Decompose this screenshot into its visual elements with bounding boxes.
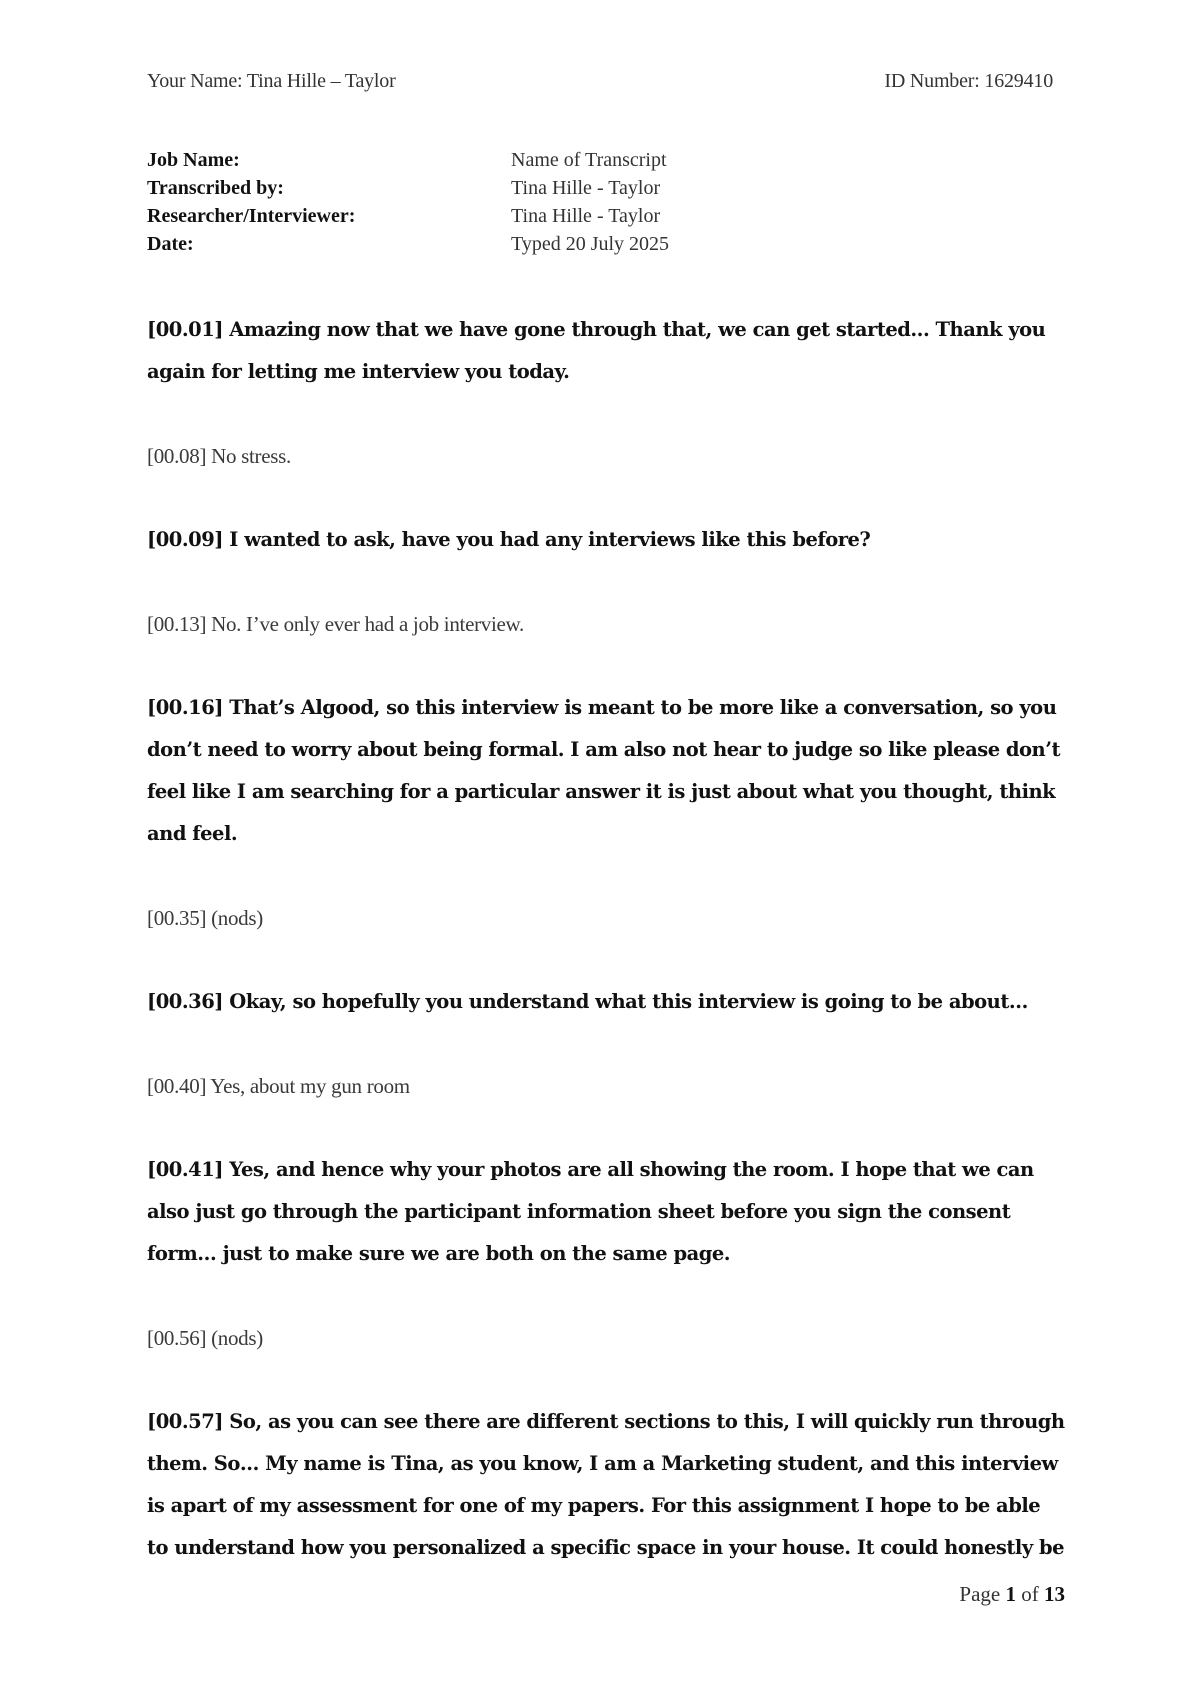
student-name: Your Name: Tina Hille – Taylor [147, 70, 396, 92]
meta-row-job-name [147, 146, 1047, 174]
participant-line: [00.13] No. I’ve only ever had a job interview. [147, 612, 524, 636]
meta-label: Transcribed by: [147, 177, 284, 199]
meta-row-researcher [147, 202, 1047, 230]
meta-label: Date: [147, 233, 194, 255]
participant-line: [00.40] Yes, about my gun room [147, 1074, 410, 1098]
interviewer-line: [00.09] I wanted to ask, have you had any interviews like this before? [147, 528, 871, 551]
meta-value: Typed 20 July 2025 [511, 233, 670, 255]
page-footer [959, 1582, 1065, 1607]
page-total: 13 [1044, 1582, 1065, 1606]
page-header [147, 70, 1053, 93]
participant-line: [00.08] No stress. [147, 444, 291, 468]
meta-value: Name of Transcript [511, 149, 667, 171]
interviewer-line: [00.36] Okay, so hopefully you understand what this interview is going to be about… [147, 990, 1028, 1013]
of-word: of [1021, 1582, 1039, 1606]
transcript-metadata [147, 146, 1047, 258]
interviewer-line: [00.57] So, as you can see there are different sections to this, I will quickly run through them. So… My name is Tina, as you know, I am a Marketing student, and this interview is apart of my assessment for one of my papers. For this assignment I hope to be able to understand how you personalized a specific space in your house. It could honestly be [147, 1410, 1065, 1559]
student-id: ID Number: 1629410 [884, 70, 1053, 92]
interviewer-line: [00.01] Amazing now that we have gone through that, we can get started... Thank you again for letting me interview you today. [147, 318, 1046, 383]
participant-line: [00.35] (nods) [147, 906, 263, 930]
page-word: Page [959, 1582, 1001, 1606]
transcript-body [147, 309, 1067, 1611]
meta-label: Researcher/Interviewer: [147, 205, 356, 227]
interviewer-line: [00.41] Yes, and hence why your photos are all showing the room. I hope that we can also just go through the participant information sheet before you sign the consent form… just to make sure we are both on the same page. [147, 1158, 1034, 1265]
meta-value: Tina Hille - Taylor [511, 177, 661, 199]
meta-row-transcribed-by [147, 174, 1047, 202]
page-current: 1 [1005, 1582, 1016, 1606]
participant-line: [00.56] (nods) [147, 1326, 263, 1350]
meta-label: Job Name: [147, 149, 240, 171]
meta-value: Tina Hille - Taylor [511, 205, 661, 227]
interviewer-line: [00.16] That’s Algood, so this interview is meant to be more like a conversation, so you don’t need to worry about being formal. I am also not hear to judge so like please don’t feel like I am searching for a particular answer it is just about what you thought, think and feel. [147, 696, 1061, 845]
meta-row-date [147, 230, 1047, 258]
